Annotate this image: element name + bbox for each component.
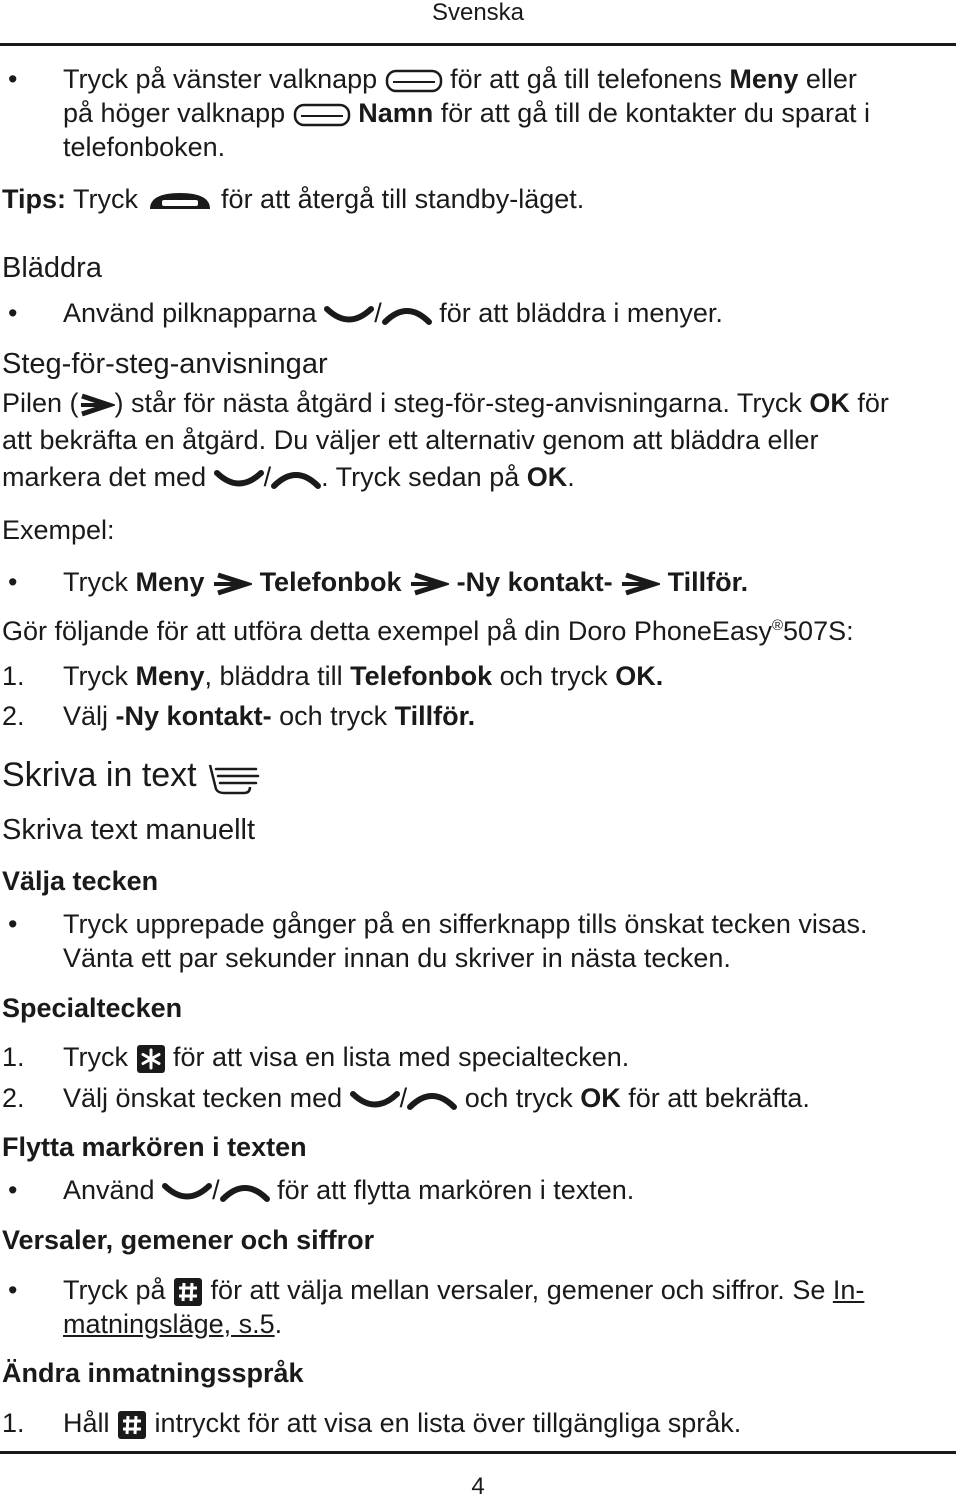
example-path: Tryck Meny Telefonbok -Ny kontakt- Tillför. xyxy=(63,567,749,597)
cursor-line: Använd / för att flytta markören i texten. xyxy=(63,1175,635,1205)
input-mode-link[interactable]: matningsläge, s.5 xyxy=(63,1309,275,1339)
end-call-key-icon xyxy=(146,189,214,213)
browse-line: Använd pilknapparna / för att bläddra i menyer. xyxy=(63,298,723,328)
special-step-1: Tryck för att visa en lista med specialtecken. xyxy=(63,1042,630,1072)
right-soft-key-icon xyxy=(293,102,351,128)
step-number: 1. xyxy=(2,1042,25,1072)
section-title: Skriva in text xyxy=(2,755,262,795)
steps-line-3: markera det med / . Tryck sedan på OK. xyxy=(2,462,575,492)
header-rule xyxy=(0,43,956,46)
input-mode-link[interactable]: In- xyxy=(832,1275,865,1305)
select-line-1: Tryck upprepade gånger på en sifferknapp tills önskat tecken visas. xyxy=(63,909,868,939)
example-step-2: Välj -Ny kontakt- och tryck Tillför. xyxy=(63,701,476,731)
case-line-1: Tryck på för att välja mellan versaler, gemener och siffror. Se In- xyxy=(63,1275,865,1305)
subsection-title: Skriva text manuellt xyxy=(2,814,256,846)
arrow-up-key-icon xyxy=(382,304,432,326)
intro-line-1: Tryck på vänster valknapp för att gå till telefonens Meny eller xyxy=(63,64,857,94)
arrow-up-key-icon xyxy=(220,1181,270,1203)
star-key-icon xyxy=(136,1044,166,1074)
steps-line-2: att bekräfta en åtgärd. Du väljer ett alternativ genom att bläddra eller xyxy=(2,425,819,455)
case-heading: Versaler, gemener och siffror xyxy=(2,1225,375,1255)
arrow-right-icon xyxy=(620,571,660,597)
bullet: • xyxy=(8,64,18,94)
arrow-up-key-icon xyxy=(407,1089,457,1111)
page-header: Svenska xyxy=(431,0,525,26)
left-soft-key-icon xyxy=(385,68,443,94)
bullet: • xyxy=(8,567,18,597)
arrow-down-key-icon xyxy=(162,1181,212,1203)
steps-heading: Steg-för-steg-anvisningar xyxy=(2,348,328,380)
intro-line-2: på höger valknapp Namn för att gå till de kontakter du sparat i xyxy=(63,98,870,128)
arrow-down-key-icon xyxy=(324,304,374,326)
bullet: • xyxy=(8,1275,18,1305)
intro-line-3: telefonboken. xyxy=(63,132,226,162)
select-heading: Välja tecken xyxy=(2,866,159,896)
arrow-up-key-icon xyxy=(271,468,321,490)
example-intro: Gör följande för att utföra detta exempel på din Doro PhoneEasy®507S: xyxy=(2,616,854,646)
arrow-right-icon xyxy=(79,392,115,418)
case-line-2: matningsläge, s.5. xyxy=(63,1309,283,1339)
language-heading: Ändra inmatningsspråk xyxy=(2,1358,304,1388)
arrow-right-icon xyxy=(212,571,252,597)
example-label: Exempel: xyxy=(2,515,115,545)
example-step-1: Tryck Meny, bläddra till Telefonbok och tryck OK. xyxy=(63,661,664,691)
step-number: 2. xyxy=(2,701,25,731)
bullet: • xyxy=(8,909,18,939)
arrow-down-key-icon xyxy=(350,1089,400,1111)
steps-line-1: Pilen ( ) står för nästa åtgärd i steg-för-steg-anvisningarna. Tryck OK för xyxy=(2,388,889,418)
bullet: • xyxy=(8,1175,18,1205)
special-step-2: Välj önskat tecken med / och tryck OK för att bekräfta. xyxy=(63,1083,810,1113)
hash-key-icon xyxy=(117,1410,147,1440)
arrow-down-key-icon xyxy=(214,468,264,490)
hash-key-icon xyxy=(173,1277,203,1307)
language-step-1: Håll intryckt för att visa en lista över tillgängliga språk. xyxy=(63,1408,742,1438)
browse-heading: Bläddra xyxy=(2,252,102,284)
step-number: 1. xyxy=(2,661,25,691)
step-number: 1. xyxy=(2,1408,25,1438)
special-heading: Specialtecken xyxy=(2,993,183,1023)
bullet: • xyxy=(8,298,18,328)
step-number: 2. xyxy=(2,1083,25,1113)
select-line-2: Vänta ett par sekunder innan du skriver in nästa tecken. xyxy=(63,943,731,973)
hand-writing-icon xyxy=(206,759,262,795)
page-number: 4 xyxy=(471,1473,485,1500)
tips-line: Tips: Tryck för att återgå till standby-läget. xyxy=(2,184,585,214)
footer-rule xyxy=(0,1451,956,1454)
arrow-right-icon xyxy=(409,571,449,597)
cursor-heading: Flytta markören i texten xyxy=(2,1132,307,1162)
